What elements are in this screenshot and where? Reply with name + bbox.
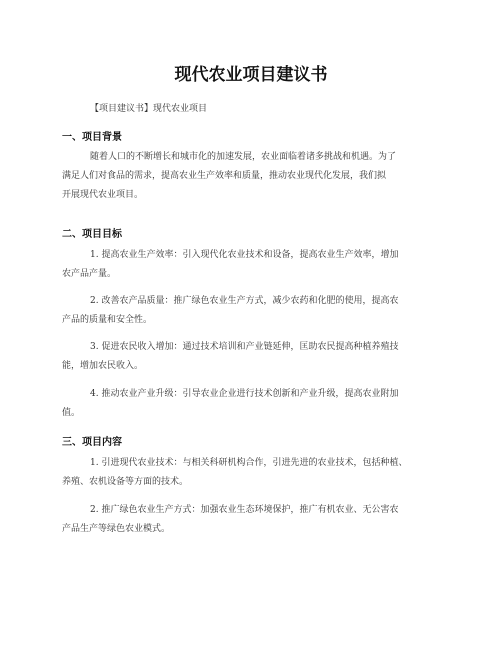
document-title: 现代农业项目建议书 [174,65,328,85]
section-heading-goals: 二、项目目标 [62,229,122,240]
paragraph-line: 1. 引进现代农业技术：与相关科研机构合作，引进先进的农业技术，包括种植、 [90,458,408,468]
section-heading-content: 三、项目内容 [62,437,122,448]
paragraph-line: 1. 提高农业生产效率：引入现代化农业技术和设备，提高农业生产效率，增加 [90,250,399,260]
paragraph-line: 满足人们对食品的需求，提高农业生产效率和质量，推动农业现代化发展，我们拟 [62,171,387,181]
goal-item-3 [62,338,448,376]
content-item-2 [62,501,448,539]
goal-item-4 [62,385,448,423]
goal-item-2 [62,292,448,330]
paragraph-line: 2. 推广绿色农业生产方式：加强农业生态环境保护，推广有机农业、无公害农 [90,505,399,515]
paragraph-line: 产品生产等绿色农业模式。 [62,524,171,534]
paragraph-line: 2. 改善农产品质量：推广绿色农业生产方式，减少农药和化肥的使用，提高农 [90,296,399,306]
paragraph-line: 养殖、农机设备等方面的技术。 [62,477,189,487]
paragraph-background [62,148,448,205]
paragraph-line: 值。 [62,408,81,418]
section-heading-background: 一、项目背景 [62,132,122,143]
goal-item-1 [62,246,448,284]
paragraph-line: 能，增加农民收入。 [62,361,144,371]
document-subtitle: 【项目建议书】现代农业项目 [90,104,208,114]
paragraph-line: 开展现代农业项目。 [62,190,144,200]
content-item-1 [62,454,448,492]
paragraph-line: 农产品产量。 [62,269,117,279]
paragraph-line: 3. 促进农民收入增加：通过技术培训和产业链延伸，匡助农民提高种植养殖技 [90,342,399,352]
paragraph-line: 4. 推动农业产业升级：引导农业企业进行技术创新和产业升级，提高农业附加 [90,389,399,399]
paragraph-line: 产品的质量和安全性。 [62,315,153,325]
paragraph-line: 随着人口的不断增长和城市化的加速发展，农业面临着诸多挑战和机遇。为了 [90,152,397,162]
